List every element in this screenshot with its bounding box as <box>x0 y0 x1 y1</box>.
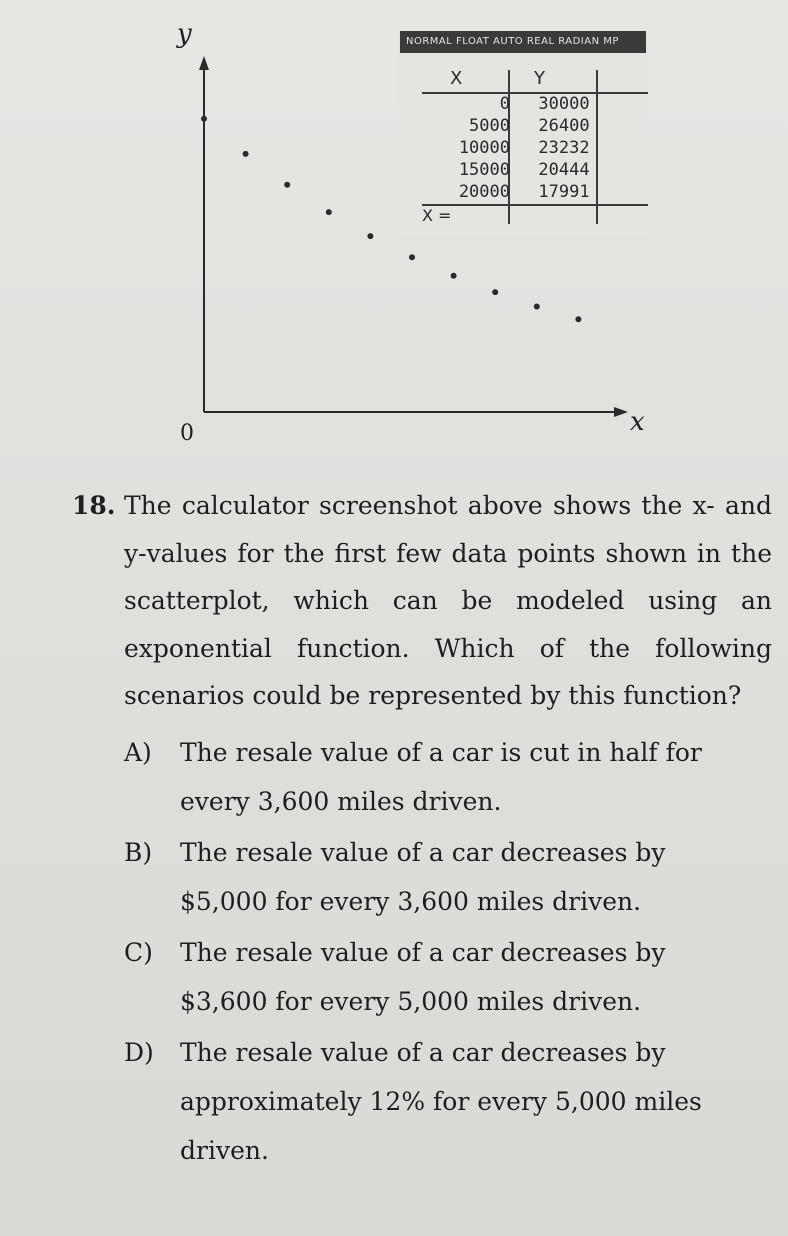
data-point <box>575 316 581 322</box>
origin-label: 0 <box>180 421 194 446</box>
calculator-row <box>422 182 622 202</box>
data-point <box>451 273 457 279</box>
data-point <box>243 151 249 157</box>
y-axis-arrow <box>199 56 209 70</box>
calculator-x-value: 10000 <box>458 138 510 158</box>
calculator-x-value: 0 <box>499 94 510 114</box>
question <box>72 482 772 720</box>
y-axis-label: y <box>177 19 192 49</box>
data-point <box>201 116 207 122</box>
choice-letter: C) <box>124 938 153 967</box>
choice-text: The resale value of a car decreases by $5,000 for every 3,600 miles driven. <box>180 838 666 916</box>
data-point <box>534 304 540 310</box>
calculator-y-header: Y <box>534 68 545 89</box>
scatterplot <box>0 0 788 470</box>
x-axis-label: x <box>630 407 645 437</box>
calculator-row <box>422 116 622 136</box>
answer-choice-b[interactable] <box>124 828 724 926</box>
data-point <box>326 209 332 215</box>
choice-letter: A) <box>124 738 152 767</box>
choice-letter: D) <box>124 1038 154 1067</box>
answer-choice-d[interactable] <box>124 1028 724 1175</box>
calculator-y-value: 23232 <box>538 138 590 158</box>
calculator-row <box>422 94 622 114</box>
calculator-x-value: 5000 <box>469 116 510 136</box>
calculator-x-header: X <box>450 68 463 89</box>
calculator-row <box>422 138 622 158</box>
question-number: 18. <box>72 491 116 520</box>
calculator-mode-bar: NORMAL FLOAT AUTO REAL RADIAN MP <box>400 31 646 53</box>
question-text: The calculator screenshot above shows the x- and y-values for the first few data points shown in the scatterplot, which can be modeled using an exponential function. Which of the following scenarios could be represented by this function? <box>124 491 772 710</box>
data-point <box>492 289 498 295</box>
data-point <box>409 254 415 260</box>
choice-letter: B) <box>124 838 153 867</box>
answer-choice-c[interactable] <box>124 928 724 1026</box>
calculator-y-value: 17991 <box>538 182 590 202</box>
calculator-x-value: 15000 <box>458 160 510 180</box>
calculator-footer: X = <box>422 206 452 225</box>
calculator-footer-rule <box>422 204 648 206</box>
data-point <box>284 182 290 188</box>
calculator-y-value: 30000 <box>538 94 590 114</box>
data-point <box>367 233 373 239</box>
choice-text: The resale value of a car decreases by approximately 12% for every 5,000 miles driven. <box>180 1038 702 1165</box>
calculator-y-value: 20444 <box>538 160 590 180</box>
calculator-row <box>422 160 622 180</box>
calculator-x-value: 20000 <box>458 182 510 202</box>
choice-text: The resale value of a car is cut in half for every 3,600 miles driven. <box>180 738 702 816</box>
answer-choices <box>124 728 724 1177</box>
calculator-y-value: 26400 <box>538 116 590 136</box>
choice-text: The resale value of a car decreases by $3,600 for every 5,000 miles driven. <box>180 938 666 1016</box>
answer-choice-a[interactable] <box>124 728 724 826</box>
x-axis-arrow <box>614 407 628 417</box>
calculator-screen <box>398 30 648 235</box>
